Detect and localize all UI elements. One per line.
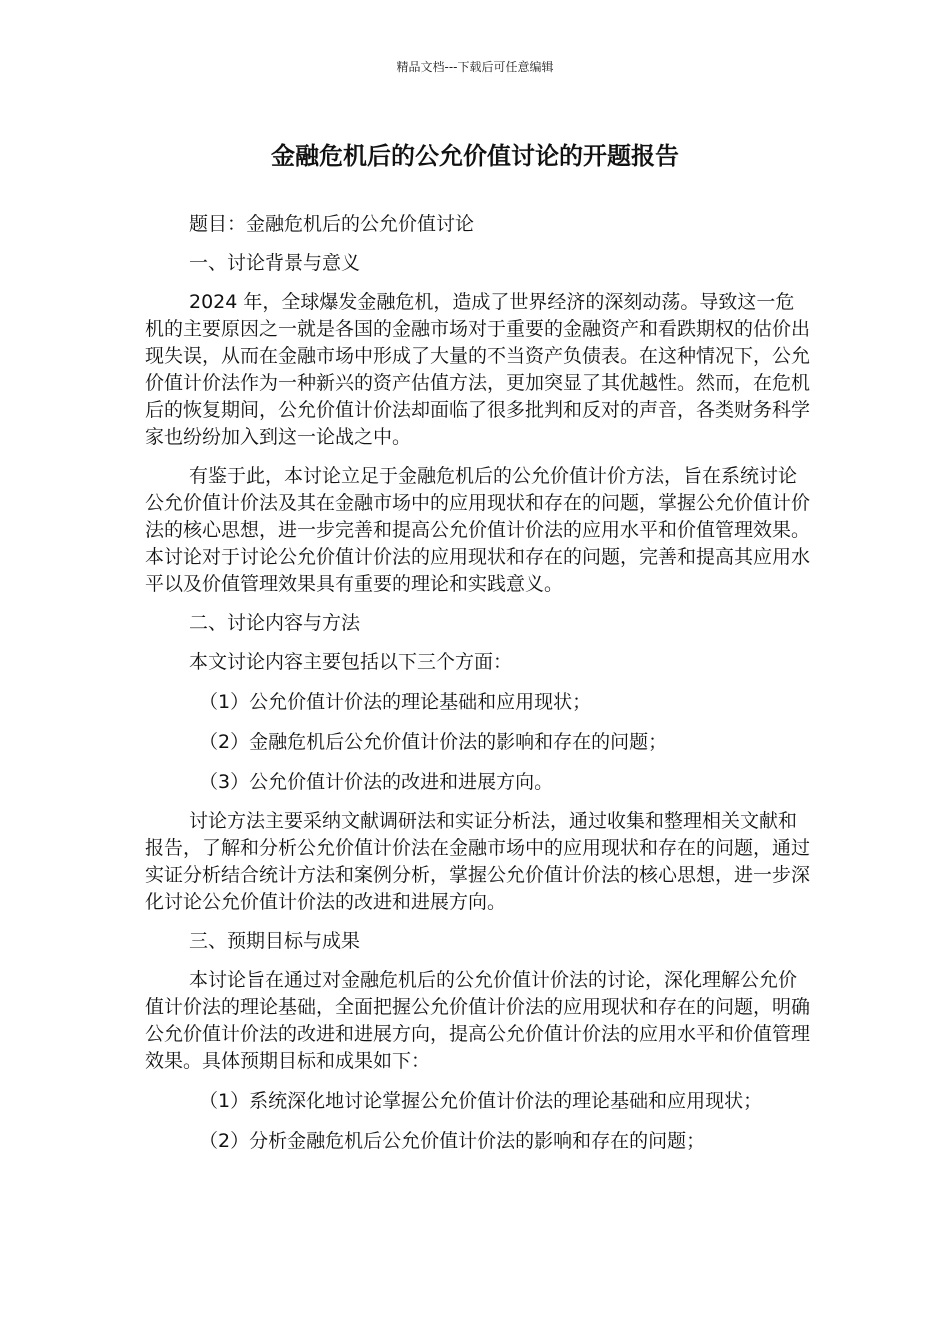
document-body [145, 211, 810, 1155]
list-item: （1）公允价值计价法的理论基础和应用现状； [199, 691, 592, 713]
section-heading-content-method: 二、讨论内容与方法 [189, 612, 361, 634]
list-item: （2）金融危机后公允价值计价法的影响和存在的问题； [199, 731, 668, 753]
paragraph-content-intro: 本文讨论内容主要包括以下三个方面： [189, 651, 513, 673]
list-item: （2）分析金融危机后公允价值计价法的影响和存在的问题； [199, 1130, 706, 1152]
page-header-watermark: 精品文档---下载后可任意编辑 [396, 60, 554, 74]
paragraph-method: 讨论方法主要采纳文献调研法和实证分析法，通过收集和整理相关文献和报告，了解和分析公允价值计价法在金融市场中的应用现状和存在的问题，通过实证分析结合统计方法和案例分析，掌握公允价值计价法的核心思想，进一步深化讨论公允价值计价法的改进和进展方向。 [145, 810, 811, 913]
topic-line: 题目：金融危机后的公允价值讨论 [189, 213, 475, 235]
section-heading-goals: 三、预期目标与成果 [189, 930, 361, 952]
document-title: 金融危机后的公允价值讨论的开题报告 [271, 142, 679, 170]
section-heading-background: 一、讨论背景与意义 [189, 252, 361, 274]
list-item: （1）系统深化地讨论掌握公允价值计价法的理论基础和应用现状； [199, 1090, 763, 1112]
list-item: （3）公允价值计价法的改进和进展方向。 [199, 771, 554, 793]
paragraph-significance: 有鉴于此，本讨论立足于金融危机后的公允价值计价方法，旨在系统讨论公允价值计价法及其在金融市场中的应用现状和存在的问题，掌握公允价值计价法的核心思想，进一步完善和提高公允价值计价法的应用水平和价值管理效果。本讨论对于讨论公允价值计价法的应用现状和存在的问题，完善和提高其应用水平以及价值管理效果具有重要的理论和实践意义。 [145, 465, 811, 595]
paragraph-background: 2024 年，全球爆发金融危机，造成了世界经济的深刻动荡。导致这一危机的主要原因之一就是各国的金融市场对于重要的金融资产和看跌期权的估价出现失误，从而在金融市场中形成了大量的不当资产负债表。在这种情况下，公允价值计价法作为一种新兴的资产估值方法，更加突显了其优越性。然而，在危机后的恢复期间，公允价值计价法却面临了很多批判和反对的声音，各类财务科学家也纷纷加入到这一论战之中。 [145, 291, 811, 448]
paragraph-goals: 本讨论旨在通过对金融危机后的公允价值计价法的讨论，深化理解公允价值计价法的理论基础，全面把握公允价值计价法的应用现状和存在的问题，明确公允价值计价法的改进和进展方向，提高公允价值计价法的应用水平和价值管理效果。具体预期目标和成果如下： [145, 969, 811, 1072]
